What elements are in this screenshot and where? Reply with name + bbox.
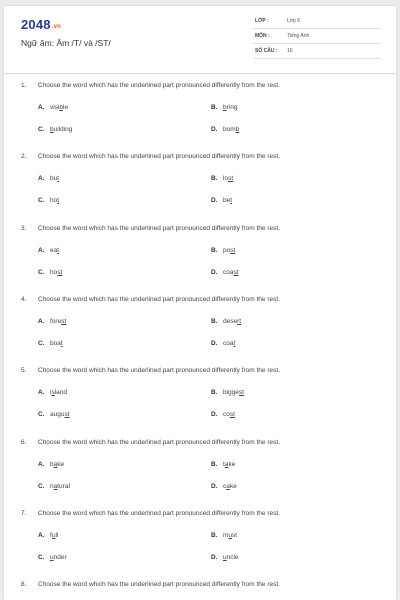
- answer-option[interactable]: [38, 461, 64, 468]
- meta-row-class: [253, 14, 381, 29]
- meta-key: MÔN :: [255, 33, 270, 39]
- answer-option[interactable]: [38, 532, 58, 539]
- question-item: [4, 510, 396, 580]
- answer-option[interactable]: [38, 340, 63, 347]
- meta-key: LỚP :: [255, 18, 269, 24]
- option-word: [50, 340, 63, 347]
- word-part-underlined: st: [57, 268, 63, 276]
- answer-option[interactable]: [211, 104, 237, 111]
- option-word: [223, 532, 237, 539]
- answer-option[interactable]: [211, 554, 239, 561]
- word-part-underlined: a: [226, 482, 230, 490]
- word-part-before: augu: [50, 411, 65, 419]
- answer-option[interactable]: [211, 483, 237, 490]
- word-part-underlined: t: [233, 339, 236, 347]
- option-letter: C.: [38, 197, 45, 205]
- option-letter: D.: [211, 553, 218, 561]
- question-number: 4.: [21, 295, 27, 303]
- word-part-underlined: u: [228, 531, 233, 539]
- answer-option[interactable]: [38, 197, 59, 204]
- question-number: 2.: [21, 153, 27, 161]
- option-word: [50, 554, 67, 561]
- question-number: 6.: [21, 438, 27, 446]
- brand-logo: 2048.vn: [21, 17, 62, 32]
- word-part-underlined: t: [57, 246, 60, 254]
- worksheet-topic: Ngữ âm: Âm /T/ và /ST/: [21, 38, 111, 48]
- option-word: [223, 104, 237, 111]
- option-word: [223, 461, 235, 468]
- word-part-underlined: b: [50, 126, 54, 133]
- answer-option[interactable]: [38, 554, 67, 561]
- word-part-underlined: b: [59, 104, 64, 111]
- word-part-underlined: rt: [237, 317, 242, 325]
- answer-option[interactable]: [38, 126, 72, 133]
- worksheet-page: [4, 6, 396, 600]
- option-letter: A.: [38, 531, 45, 539]
- option-word: [223, 318, 241, 325]
- word-part-after: ncle: [226, 553, 239, 561]
- question-text: Choose the word which has the underlined part pronounced differently from the rest.: [38, 509, 280, 517]
- option-word: [50, 411, 70, 418]
- answer-option[interactable]: [211, 318, 241, 325]
- word-part-underlined: t: [57, 197, 60, 205]
- question-item: [4, 225, 396, 295]
- meta-row-subject: [253, 29, 381, 44]
- meta-value: Tiếng Anh: [287, 33, 310, 39]
- word-part-before: coa: [223, 268, 234, 276]
- word-part-underlined: u: [223, 553, 227, 561]
- meta-row-count: [253, 44, 381, 59]
- question-text: Choose the word which has the underlined part pronounced differently from the rest.: [38, 153, 280, 161]
- option-word: [50, 318, 66, 325]
- word-part-before: co: [223, 411, 230, 419]
- question-number: 5.: [21, 367, 27, 375]
- word-part-before: dese: [223, 317, 238, 325]
- answer-option[interactable]: [211, 532, 237, 539]
- answer-option[interactable]: [38, 104, 68, 111]
- option-word: [223, 175, 233, 182]
- option-word: [50, 126, 72, 133]
- word-part-before: bigge: [223, 389, 239, 397]
- word-part-underlined: t: [57, 175, 60, 183]
- word-part-before: ho: [50, 197, 58, 205]
- option-letter: D.: [211, 339, 218, 347]
- word-part-after: ll: [55, 531, 59, 539]
- word-part-after: ke: [57, 460, 65, 468]
- option-letter: C.: [38, 268, 45, 276]
- answer-option[interactable]: [38, 318, 66, 325]
- option-letter: A.: [38, 389, 45, 397]
- word-part-underlined: st: [230, 246, 236, 254]
- header-divider: [4, 73, 396, 74]
- option-word: [50, 175, 59, 182]
- option-letter: D.: [211, 126, 218, 133]
- option-word: [223, 247, 235, 254]
- option-word: [223, 554, 239, 561]
- word-part-after: ke: [228, 460, 236, 468]
- option-letter: B.: [211, 317, 218, 325]
- word-part-underlined: u: [50, 553, 54, 561]
- answer-option[interactable]: [211, 197, 232, 204]
- option-letter: B.: [211, 175, 218, 183]
- option-letter: C.: [38, 553, 45, 561]
- question-number: 1.: [21, 82, 27, 89]
- option-letter: D.: [211, 482, 218, 490]
- option-word: [50, 104, 68, 111]
- option-word: [223, 340, 235, 347]
- word-part-after: land: [54, 389, 67, 397]
- option-letter: B.: [211, 389, 218, 397]
- word-part-underlined: b: [235, 126, 240, 133]
- meta-key: SỐ CÂU :: [255, 48, 278, 54]
- option-letter: C.: [38, 482, 45, 490]
- word-part-before: be: [223, 197, 231, 205]
- option-letter: A.: [38, 104, 45, 111]
- question-text: Choose the word which has the underlined part pronounced differently from the rest.: [38, 581, 280, 589]
- question-item: [4, 296, 396, 366]
- option-letter: C.: [38, 339, 45, 347]
- word-part-after: nder: [53, 553, 67, 561]
- option-letter: A.: [38, 175, 45, 183]
- question-text: Choose the word which has the underlined part pronounced differently from the rest.: [38, 82, 280, 89]
- option-word: [223, 483, 237, 490]
- option-letter: B.: [211, 531, 218, 539]
- word-part-before: n: [50, 482, 54, 490]
- option-letter: D.: [211, 197, 218, 205]
- answer-option[interactable]: [38, 247, 59, 254]
- word-part-underlined: a: [53, 460, 58, 468]
- answer-option[interactable]: [38, 175, 59, 182]
- option-letter: A.: [38, 246, 45, 254]
- question-text: Choose the word which has the underlined part pronounced differently from the rest.: [38, 438, 280, 446]
- option-word: [223, 126, 239, 133]
- option-word: [50, 247, 59, 254]
- word-part-before: b: [50, 460, 54, 468]
- option-letter: C.: [38, 411, 45, 419]
- option-word: [50, 389, 67, 396]
- word-part-before: fore: [50, 317, 62, 325]
- word-part-before: visi: [50, 104, 60, 111]
- meta-value: Lớp 6: [287, 18, 301, 24]
- option-letter: C.: [38, 126, 45, 133]
- question-text: Choose the word which has the underlined part pronounced differently from the rest.: [38, 367, 280, 375]
- option-letter: B.: [211, 104, 218, 111]
- option-word: [50, 461, 64, 468]
- meta-value: 10: [287, 48, 293, 54]
- answer-option[interactable]: [38, 389, 67, 396]
- word-part-underlined: t: [60, 339, 63, 347]
- word-part-before: lo: [223, 175, 229, 183]
- option-word: [223, 197, 232, 204]
- word-part-before: bom: [223, 126, 236, 133]
- word-part-before: f: [50, 531, 52, 539]
- option-word: [50, 197, 59, 204]
- word-part-before: po: [223, 246, 231, 254]
- word-part-before: i: [50, 389, 52, 397]
- question-item: [4, 367, 396, 437]
- word-part-underlined: t: [230, 197, 233, 205]
- word-part-before: c: [223, 482, 227, 490]
- question-number: 3.: [21, 224, 27, 232]
- option-word: [50, 269, 62, 276]
- word-part-before: ea: [50, 246, 58, 254]
- word-part-underlined: u: [51, 531, 56, 539]
- worksheet-header: [4, 6, 396, 70]
- question-item: [4, 153, 396, 223]
- question-item: [4, 439, 396, 509]
- answer-option[interactable]: [211, 411, 235, 418]
- word-part-after: tural: [57, 482, 70, 490]
- word-part-underlined: s: [51, 389, 55, 397]
- option-letter: B.: [211, 460, 218, 468]
- word-part-before: coa: [223, 339, 234, 347]
- answer-option[interactable]: [38, 411, 70, 418]
- answer-option[interactable]: [211, 175, 233, 182]
- question-item: [4, 82, 396, 152]
- option-letter: A.: [38, 460, 45, 468]
- option-word: [50, 483, 70, 490]
- word-part-before: ho: [50, 268, 58, 276]
- answer-option[interactable]: [211, 247, 235, 254]
- answer-option[interactable]: [211, 269, 239, 276]
- word-part-after: ke: [229, 482, 237, 490]
- word-part-underlined: st: [228, 175, 234, 183]
- question-number: 8.: [21, 581, 27, 589]
- word-part-underlined: b: [223, 104, 227, 111]
- option-letter: D.: [211, 268, 218, 276]
- answer-option[interactable]: [38, 269, 62, 276]
- option-word: [223, 389, 244, 396]
- question-item: [4, 581, 396, 600]
- option-letter: B.: [211, 246, 218, 254]
- word-part-before: boa: [50, 339, 61, 347]
- word-part-underlined: a: [224, 460, 229, 468]
- answer-option[interactable]: [211, 340, 235, 347]
- option-letter: D.: [211, 411, 218, 419]
- answer-option[interactable]: [211, 389, 244, 396]
- word-part-before: t: [223, 460, 225, 468]
- option-word: [50, 532, 58, 539]
- question-number: 7.: [21, 509, 27, 517]
- option-word: [223, 411, 235, 418]
- question-text: Choose the word which has the underlined part pronounced differently from the rest.: [38, 295, 280, 303]
- answer-option[interactable]: [211, 461, 235, 468]
- word-part-underlined: st: [229, 411, 235, 419]
- word-part-before: bu: [50, 175, 58, 183]
- word-part-after: ring: [226, 104, 238, 111]
- word-part-before: m: [223, 531, 229, 539]
- word-part-after: uilding: [53, 126, 73, 133]
- word-part-underlined: st: [64, 411, 70, 419]
- word-part-after: le: [63, 104, 69, 111]
- word-part-underlined: a: [53, 482, 58, 490]
- question-text: Choose the word which has the underlined part pronounced differently from the rest.: [38, 224, 280, 232]
- answer-option[interactable]: [211, 126, 239, 133]
- word-part-underlined: st: [233, 268, 239, 276]
- word-part-underlined: st: [61, 317, 67, 325]
- option-word: [223, 269, 239, 276]
- word-part-underlined: st: [238, 389, 244, 397]
- word-part-after: st: [232, 531, 238, 539]
- answer-option[interactable]: [38, 483, 70, 490]
- option-letter: A.: [38, 317, 45, 325]
